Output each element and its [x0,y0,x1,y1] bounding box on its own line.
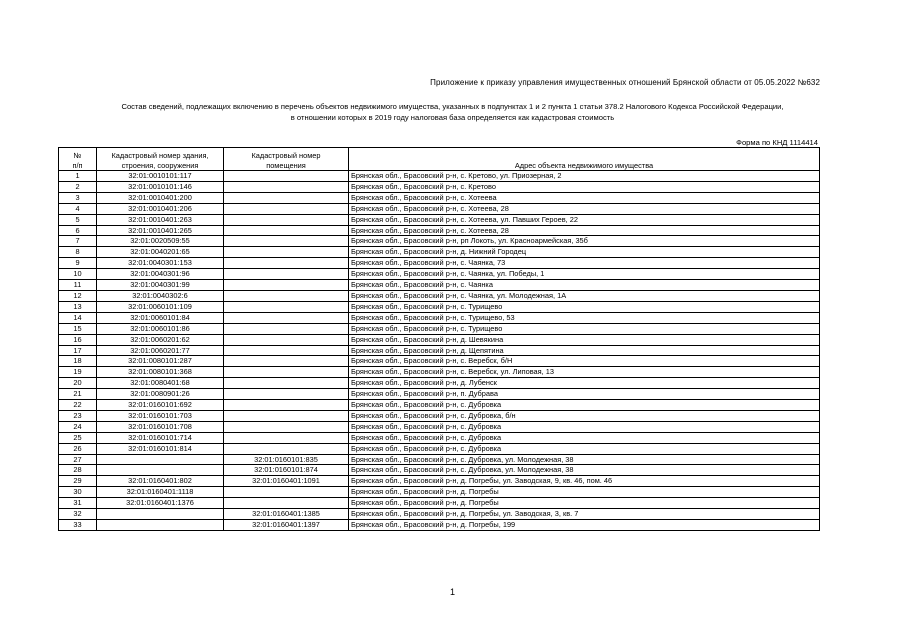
object-address: Брянская обл., Брасовский р-н, д. Щепятина [349,345,820,356]
title-line-1: Состав сведений, подлежащих включению в перечень объектов недвижимого имущества, указанных в подпунктах 1 и 2 пункта 1 статьи 378.2 Налогового Кодекса Российской Федерации, [121,102,784,111]
row-number: 19 [59,367,97,378]
table-row [59,214,820,225]
table-row [59,171,820,182]
row-number: 17 [59,345,97,356]
room-cadastral-number [224,312,349,323]
room-cadastral-number [224,356,349,367]
building-cadastral-number: 32:01:0060101:109 [97,301,224,312]
table-row [59,367,820,378]
column-header-number-line1: № [73,151,82,160]
object-address: Брянская обл., Брасовский р-н, д. Погребы [349,487,820,498]
table-row [59,432,820,443]
column-header-room-line2: помещения [266,160,306,170]
row-number: 33 [59,520,97,531]
object-address: Брянская обл., Брасовский р-н, с. Дубровка, б/н [349,410,820,421]
row-number: 18 [59,356,97,367]
object-address: Брянская обл., Брасовский р-н, д. Погребы, 199 [349,520,820,531]
room-cadastral-number [224,367,349,378]
object-address: Брянская обл., Брасовский р-н, с. Хотеева [349,192,820,203]
room-cadastral-number [224,258,349,269]
table-row [59,225,820,236]
room-cadastral-number [224,236,349,247]
row-number: 22 [59,400,97,411]
building-cadastral-number: 32:01:0160401:1118 [97,487,224,498]
table-row [59,192,820,203]
room-cadastral-number [224,214,349,225]
building-cadastral-number: 32:01:0040301:99 [97,280,224,291]
table-row [59,487,820,498]
form-code: Форма по КНД 1114414 [736,138,818,147]
row-number: 32 [59,509,97,520]
building-cadastral-number [97,520,224,531]
building-cadastral-number: 32:01:0160101:708 [97,421,224,432]
document-title [0,101,905,123]
table-row [59,498,820,509]
column-header-room-cadastral [224,148,349,171]
building-cadastral-number: 32:01:0060101:84 [97,312,224,323]
object-address: Брянская обл., Брасовский р-н, с. Турищево [349,301,820,312]
building-cadastral-number: 32:01:0010401:200 [97,192,224,203]
object-address: Брянская обл., Брасовский р-н, д. Погребы, ул. Заводская, 9, кв. 46, пом. 46 [349,476,820,487]
object-address: Брянская обл., Брасовский р-н, с. Чаянка, ул. Молодежная, 1А [349,290,820,301]
room-cadastral-number [224,421,349,432]
room-cadastral-number [224,280,349,291]
table-row [59,203,820,214]
room-cadastral-number: 32:01:0160401:1091 [224,476,349,487]
row-number: 4 [59,203,97,214]
row-number: 15 [59,323,97,334]
building-cadastral-number: 32:01:0010101:146 [97,181,224,192]
object-address: Брянская обл., Брасовский р-н, д. Нижний Городец [349,247,820,258]
table-row [59,345,820,356]
column-header-building-cadastral [97,148,224,171]
row-number: 25 [59,432,97,443]
table-row [59,421,820,432]
table-row [59,247,820,258]
room-cadastral-number [224,389,349,400]
table-row [59,378,820,389]
column-header-number-line2: п/п [72,160,83,170]
building-cadastral-number: 32:01:0160101:714 [97,432,224,443]
building-cadastral-number: 32:01:0160401:802 [97,476,224,487]
row-number: 13 [59,301,97,312]
object-address: Брянская обл., Брасовский р-н, с. Кретово [349,181,820,192]
table-row [59,410,820,421]
room-cadastral-number [224,203,349,214]
row-number: 16 [59,334,97,345]
page-number: 1 [449,587,455,597]
object-address: Брянская обл., Брасовский р-н, с. Дубровка, ул. Молодежная, 38 [349,465,820,476]
building-cadastral-number: 32:01:0160101:703 [97,410,224,421]
room-cadastral-number [224,410,349,421]
building-cadastral-number: 32:01:0080101:368 [97,367,224,378]
table-body [59,171,820,531]
table-row [59,269,820,280]
row-number: 29 [59,476,97,487]
table-row [59,520,820,531]
table-row [59,236,820,247]
column-header-number [59,148,97,171]
row-number: 20 [59,378,97,389]
column-header-building-line2: строения, сооружения [121,160,199,170]
object-address: Брянская обл., Брасовский р-н, с. Хотеева, 28 [349,225,820,236]
object-address: Брянская обл., Брасовский р-н, с. Чаянка, 73 [349,258,820,269]
row-number: 27 [59,454,97,465]
object-address: Брянская обл., Брасовский р-н, с. Кретово, ул. Приозерная, 2 [349,171,820,182]
property-table [58,147,820,531]
table-row [59,476,820,487]
building-cadastral-number: 32:01:0160401:1376 [97,498,224,509]
room-cadastral-number [224,345,349,356]
room-cadastral-number [224,225,349,236]
room-cadastral-number [224,171,349,182]
row-number: 12 [59,290,97,301]
table-row [59,356,820,367]
row-number: 9 [59,258,97,269]
column-header-building-line1: Кадастровый номер здания, [111,151,209,160]
row-number: 21 [59,389,97,400]
table-row [59,443,820,454]
object-address: Брянская обл., Брасовский р-н, с. Дубровка [349,432,820,443]
building-cadastral-number: 32:01:0040301:153 [97,258,224,269]
building-cadastral-number: 32:01:0010401:263 [97,214,224,225]
building-cadastral-number: 32:01:0010401:206 [97,203,224,214]
building-cadastral-number: 32:01:0040201:65 [97,247,224,258]
column-header-room-line1: Кадастровый номер [251,151,321,160]
table-row [59,181,820,192]
row-number: 2 [59,181,97,192]
object-address: Брянская обл., Брасовский р-н, с. Хотеева, 28 [349,203,820,214]
table-row [59,334,820,345]
object-address: Брянская обл., Брасовский р-н, с. Веребск, ул. Липовая, 13 [349,367,820,378]
object-address: Брянская обл., Брасовский р-н, д. Погребы [349,498,820,509]
building-cadastral-number: 32:01:0080401:68 [97,378,224,389]
table-row [59,454,820,465]
row-number: 28 [59,465,97,476]
row-number: 3 [59,192,97,203]
room-cadastral-number: 32:01:0160101:874 [224,465,349,476]
building-cadastral-number: 32:01:0060201:62 [97,334,224,345]
room-cadastral-number [224,269,349,280]
row-number: 5 [59,214,97,225]
object-address: Брянская обл., Брасовский р-н, с. Дубровка [349,400,820,411]
object-address: Брянская обл., Брасовский р-н, с. Турищево [349,323,820,334]
building-cadastral-number: 32:01:0080101:287 [97,356,224,367]
room-cadastral-number [224,323,349,334]
object-address: Брянская обл., Брасовский р-н, рп Локоть, ул. Красноармейская, 35б [349,236,820,247]
row-number: 1 [59,171,97,182]
object-address: Брянская обл., Брасовский р-н, с. Веребск, б/Н [349,356,820,367]
room-cadastral-number: 32:01:0160401:1385 [224,509,349,520]
building-cadastral-number: 32:01:0010101:117 [97,171,224,182]
object-address: Брянская обл., Брасовский р-н, д. Лубенск [349,378,820,389]
room-cadastral-number [224,487,349,498]
column-header-address [349,148,820,171]
room-cadastral-number [224,432,349,443]
building-cadastral-number: 32:01:0160101:814 [97,443,224,454]
title-line-2: в отношении которых в 2019 году налоговая база определяется как кадастровая стоимость [290,113,615,122]
column-header-address-text: Адрес объекта недвижимого имущества [514,160,654,170]
room-cadastral-number: 32:01:0160401:1397 [224,520,349,531]
building-cadastral-number: 32:01:0040301:96 [97,269,224,280]
building-cadastral-number: 32:01:0060101:86 [97,323,224,334]
row-number: 10 [59,269,97,280]
object-address: Брянская обл., Брасовский р-н, с. Хотеева, ул. Павших Героев, 22 [349,214,820,225]
building-cadastral-number [97,454,224,465]
table-row [59,509,820,520]
table-row [59,290,820,301]
row-number: 6 [59,225,97,236]
table-row [59,400,820,411]
object-address: Брянская обл., Брасовский р-н, п. Дубрава [349,389,820,400]
object-address: Брянская обл., Брасовский р-н, д. Шевякина [349,334,820,345]
object-address: Брянская обл., Брасовский р-н, с. Дубровка, ул. Молодежная, 38 [349,454,820,465]
row-number: 31 [59,498,97,509]
table-row [59,465,820,476]
room-cadastral-number [224,400,349,411]
object-address: Брянская обл., Брасовский р-н, с. Чаянка [349,280,820,291]
row-number: 30 [59,487,97,498]
table-row [59,280,820,291]
building-cadastral-number: 32:01:0060201:77 [97,345,224,356]
table-row [59,389,820,400]
building-cadastral-number: 32:01:0010401:265 [97,225,224,236]
room-cadastral-number [224,334,349,345]
building-cadastral-number: 32:01:0040302:6 [97,290,224,301]
row-number: 26 [59,443,97,454]
object-address: Брянская обл., Брасовский р-н, с. Чаянка, ул. Победы, 1 [349,269,820,280]
building-cadastral-number: 32:01:0020509:55 [97,236,224,247]
table-header-row [59,148,820,171]
table-row [59,301,820,312]
building-cadastral-number [97,465,224,476]
room-cadastral-number [224,378,349,389]
row-number: 11 [59,280,97,291]
room-cadastral-number [224,498,349,509]
room-cadastral-number [224,247,349,258]
row-number: 14 [59,312,97,323]
building-cadastral-number [97,509,224,520]
table-row [59,312,820,323]
room-cadastral-number [224,192,349,203]
object-address: Брянская обл., Брасовский р-н, с. Турищево, 53 [349,312,820,323]
building-cadastral-number: 32:01:0080901:26 [97,389,224,400]
table-row [59,258,820,269]
object-address: Брянская обл., Брасовский р-н, с. Дубровка [349,443,820,454]
table-row [59,323,820,334]
row-number: 23 [59,410,97,421]
room-cadastral-number [224,443,349,454]
appendix-reference: Приложение к приказу управления имущественных отношений Брянской области от 05.05.2022 №632 [430,78,820,87]
room-cadastral-number [224,181,349,192]
row-number: 8 [59,247,97,258]
room-cadastral-number [224,301,349,312]
room-cadastral-number [224,290,349,301]
room-cadastral-number: 32:01:0160101:835 [224,454,349,465]
object-address: Брянская обл., Брасовский р-н, д. Погребы, ул. Заводская, 3, кв. 7 [349,509,820,520]
row-number: 24 [59,421,97,432]
building-cadastral-number: 32:01:0160101:692 [97,400,224,411]
object-address: Брянская обл., Брасовский р-н, с. Дубровка [349,421,820,432]
row-number: 7 [59,236,97,247]
